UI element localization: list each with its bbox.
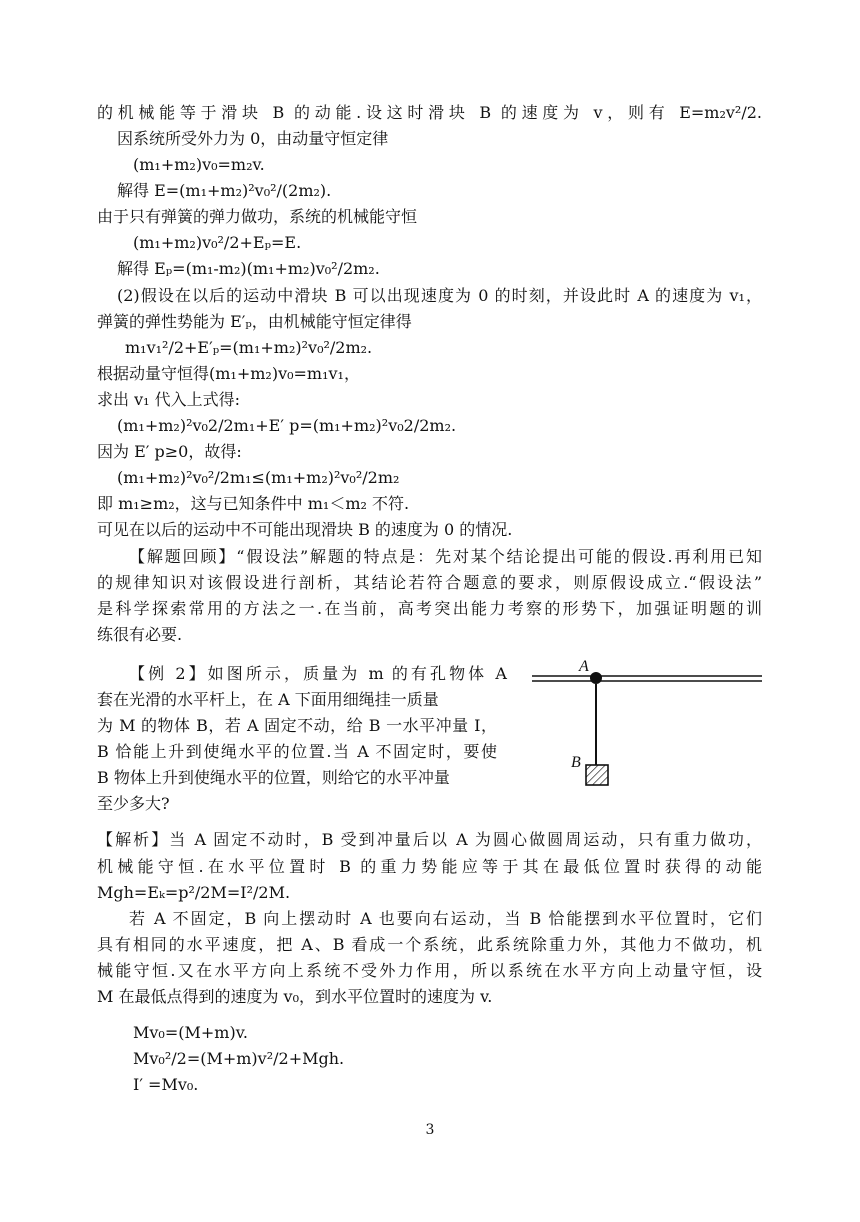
pendulum-diagram — [528, 658, 768, 798]
text-line: 【解析】当 A 固定不动时，B 受到冲量后以 A 为圆心做圆周运动，只有重力做功， — [97, 830, 762, 849]
text-line: 的规律知识对该假设进行剖析，其结论若符合题意的要求，则原假设成立.“假设法” — [97, 573, 762, 592]
text-line: 练很有必要. — [97, 625, 183, 644]
text-line: M 在最低点得到的速度为 v₀，到水平位置时的速度为 v. — [97, 987, 493, 1006]
object-a — [590, 672, 602, 684]
text-line: 若 A 不固定，B 向上摆动时 A 也要向右运动，当 B 恰能摆到水平位置时，它们 — [129, 909, 762, 928]
text-line: Mv₀²/2=(M+m)v²/2+Mgh. — [133, 1049, 345, 1068]
text-line: B 物体上升到使绳水平的位置，则给它的水平冲量 — [97, 768, 450, 787]
text-line: I′ =Mv₀. — [133, 1075, 199, 1094]
text-line: (m₁+m₂)²v₀²/2m₁≤(m₁+m₂)²v₀²/2m₂ — [117, 468, 400, 487]
text-line: 是科学探索常用的方法之一.在当前，高考突出能力考察的形势下，加强证明题的训 — [97, 599, 762, 618]
text-line: (m₁+m₂)v₀²/2+Eₚ=E. — [133, 233, 302, 252]
text-line: 套在光滑的水平杆上，在 A 下面用细绳挂一质量 — [97, 690, 439, 709]
label-b: B — [571, 754, 581, 771]
text-line: (m₁+m₂)²v₀2/2m₁+E′ p=(m₁+m₂)²v₀2/2m₂. — [117, 416, 457, 435]
text-line: 弹簧的弹性势能为 E′ₚ，由机械能守恒定律得 — [97, 312, 412, 331]
text-line: Mv₀=(M+m)v. — [133, 1023, 248, 1042]
text-line: 由于只有弹簧的弹力做功，系统的机械能守恒 — [97, 207, 418, 226]
text-line: 机械能守恒.在水平位置时 B 的重力势能应等于其在最低位置时获得的动能 — [97, 857, 762, 876]
text-line: 【解题回顾】“假设法”解题的特点是：先对某个结论提出可能的假设.再利用已知 — [129, 547, 762, 566]
page-number: 3 — [425, 1122, 435, 1138]
text-line: Mgh=Eₖ=p²/2M=I²/2M. — [97, 883, 291, 902]
text-line: 解得 Eₚ=(m₁-m₂)(m₁+m₂)v₀²/2m₂. — [117, 259, 380, 278]
text-line: 因系统所受外力为 0，由动量守恒定律 — [117, 129, 389, 148]
text-line: 即 m₁≥m₂，这与已知条件中 m₁＜m₂ 不符. — [97, 494, 410, 513]
label-a: A — [579, 658, 589, 675]
object-b — [586, 765, 608, 785]
text-line: B 恰能上升到使绳水平的位置.当 A 不固定时，要使 — [97, 742, 497, 761]
pendulum-figure — [528, 658, 768, 798]
text-line: 的机械能等于滑块 B 的动能.设这时滑块 B 的速度为 v，则有 E=m₂v²/2. — [97, 103, 762, 122]
text-line: 因为 E′ p≥0，故得: — [97, 442, 242, 461]
text-line: 解得 E=(m₁+m₂)²v₀²/(2m₂). — [117, 181, 332, 200]
text-line: 具有相同的水平速度，把 A、B 看成一个系统，此系统除重力外，其他力不做功，机 — [97, 935, 762, 954]
text-line: 根据动量守恒得(m₁+m₂)v₀=m₁v₁， — [97, 364, 360, 383]
text-line: 【例 2】如图所示，质量为 m 的有孔物体 A — [129, 664, 507, 683]
text-line: 求出 v₁ 代入上式得: — [97, 390, 241, 409]
text-line: m₁v₁²/2+E′ₚ=(m₁+m₂)²v₀²/2m₂. — [125, 338, 373, 357]
text-line: 至少多大? — [97, 794, 170, 813]
text-line: 械能守恒.又在水平方向上系统不受外力作用，所以系统在水平方向上动量守恒，设 — [97, 961, 762, 980]
text-line: (m₁+m₂)v₀=m₂v. — [133, 155, 265, 174]
text-line: (2)假设在以后的运动中滑块 B 可以出现速度为 0 的时刻，并设此时 A 的速度为 v₁， — [117, 286, 762, 305]
text-line: 可见在以后的运动中不可能出现滑块 B 的速度为 0 的情况. — [97, 520, 513, 539]
text-line: 为 M 的物体 B，若 A 固定不动，给 B 一水平冲量 I， — [97, 716, 497, 735]
